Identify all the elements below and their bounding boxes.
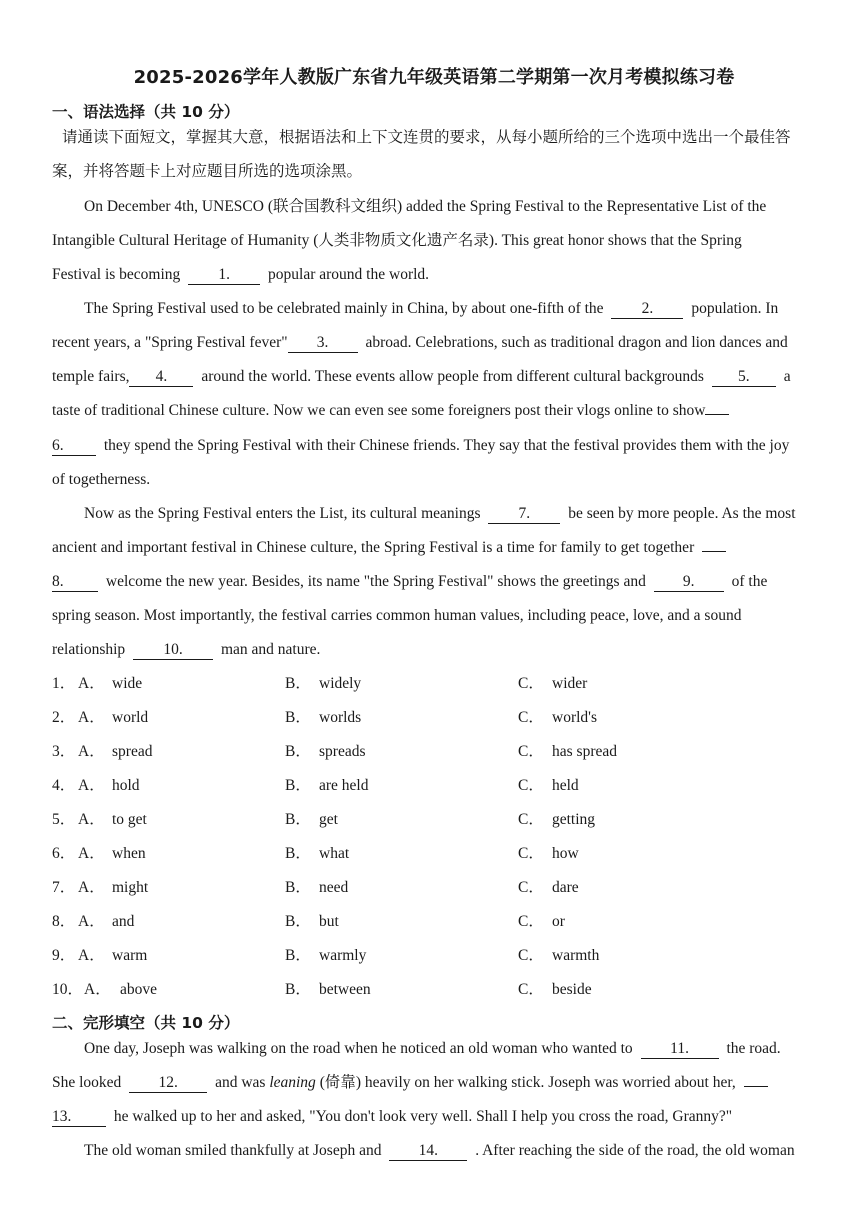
option-c-text[interactable]: has spread xyxy=(552,743,617,760)
question-number: 9． xyxy=(52,947,76,964)
option-b-text[interactable]: warmly xyxy=(319,947,367,964)
option-a-letter[interactable]: A． xyxy=(78,845,105,862)
option-b-letter[interactable]: B． xyxy=(285,675,311,692)
blank-8[interactable]: 8. xyxy=(52,573,98,592)
paragraph-line xyxy=(52,436,789,456)
text: temple fairs, xyxy=(52,368,130,385)
option-a-text[interactable]: hold xyxy=(112,777,140,794)
blank-7[interactable]: 7. xyxy=(488,505,560,524)
paragraph-line xyxy=(52,1107,732,1127)
instructions-line-2: 案，并将答题卡上对应题目所选的选项涂黑。 xyxy=(52,163,363,180)
option-a-letter[interactable]: A． xyxy=(78,675,105,692)
option-b-text[interactable]: worlds xyxy=(319,709,362,726)
blank-10[interactable]: 10. xyxy=(133,641,213,660)
paragraph-line xyxy=(52,367,791,387)
option-c-text[interactable]: world's xyxy=(552,709,597,726)
question-number: 2． xyxy=(52,709,76,726)
option-a-letter[interactable]: A． xyxy=(78,777,105,794)
question-number: 8． xyxy=(52,913,76,930)
text: taste of traditional Chinese culture. Now we can even see some foreigners post their vlogs online to show xyxy=(52,402,706,419)
text: She looked xyxy=(52,1074,122,1091)
blank-4[interactable]: 4. xyxy=(129,368,193,387)
text: The Spring Festival used to be celebrated mainly in China, by about one-fifth of the xyxy=(84,300,604,317)
blank-2[interactable]: 2. xyxy=(611,300,683,319)
text: they spend the Spring Festival with their Chinese friends. They say that the festival provides them with the joy xyxy=(103,437,790,454)
option-c-text[interactable]: how xyxy=(552,845,579,862)
text: of the xyxy=(731,573,768,590)
paragraph-line xyxy=(52,1073,772,1093)
page-title: 2025-2026学年人教版广东省九年级英语第二学期第一次月考模拟练习卷 xyxy=(133,67,735,88)
option-b-letter[interactable]: B． xyxy=(285,913,311,930)
blank-14[interactable]: 14. xyxy=(389,1142,467,1161)
blank-13-start xyxy=(744,1086,768,1087)
option-b-letter[interactable]: B． xyxy=(285,777,311,794)
option-c-letter[interactable]: C． xyxy=(518,709,544,726)
option-b-letter[interactable]: B． xyxy=(285,709,311,726)
paragraph-line: On December 4th, UNESCO (联合国教科文组织) added the Spring Festival to the Representative List of the xyxy=(84,198,767,215)
option-b-letter[interactable]: B． xyxy=(285,947,311,964)
option-c-letter[interactable]: C． xyxy=(518,947,544,964)
question-number: 3． xyxy=(52,743,76,760)
paragraph-line xyxy=(52,640,320,660)
option-c-letter[interactable]: C． xyxy=(518,913,544,930)
text: and was xyxy=(215,1074,266,1091)
option-b-text[interactable]: get xyxy=(319,811,338,828)
paragraph-line xyxy=(84,1141,795,1161)
blank-8-start xyxy=(702,551,726,552)
option-c-text[interactable]: beside xyxy=(552,981,592,998)
text: relationship xyxy=(52,641,126,658)
paragraph-line xyxy=(84,299,778,319)
option-b-text[interactable]: need xyxy=(319,879,349,896)
paragraph-line: spring season. Most importantly, the festival carries common human values, including peace, love, and a sound xyxy=(52,607,742,624)
text: (倚靠) heavily on her walking stick. Joseph was worried about her, xyxy=(319,1074,736,1091)
option-c-text[interactable]: dare xyxy=(552,879,579,896)
option-b-text[interactable]: but xyxy=(319,913,339,930)
option-b-text[interactable]: between xyxy=(319,981,371,998)
option-b-letter[interactable]: B． xyxy=(285,981,311,998)
option-a-letter[interactable]: A． xyxy=(78,709,105,726)
option-a-text[interactable]: warm xyxy=(112,947,148,964)
paragraph-line xyxy=(52,333,788,353)
option-b-text[interactable]: are held xyxy=(319,777,369,794)
text: popular around the world. xyxy=(268,266,430,283)
question-number: 5． xyxy=(52,811,76,828)
option-c-letter[interactable]: C． xyxy=(518,845,544,862)
paragraph-line xyxy=(84,1039,781,1059)
italic-word: leaning xyxy=(269,1074,316,1091)
option-a-text[interactable]: world xyxy=(112,709,149,726)
text: population. In xyxy=(691,300,779,317)
option-c-letter[interactable]: C． xyxy=(518,777,544,794)
text: welcome the new year. Besides, its name "the Spring Festival" shows the greetings and xyxy=(105,573,646,590)
paragraph-line xyxy=(52,265,429,285)
text: Now as the Spring Festival enters the List, its cultural meanings xyxy=(84,505,481,522)
option-b-text[interactable]: what xyxy=(319,845,350,862)
option-c-letter[interactable]: C． xyxy=(518,743,544,760)
option-b-text[interactable]: spreads xyxy=(319,743,366,760)
paragraph-line: of togetherness. xyxy=(52,471,151,488)
text: a xyxy=(783,368,791,385)
text: he walked up to her and asked, "You don't look very well. Shall I help you cross the road, Granny?" xyxy=(113,1108,733,1125)
text: ancient and important festival in Chinese culture, the Spring Festival is a time for family to get together xyxy=(52,539,695,556)
blank-13[interactable]: 13. xyxy=(52,1108,106,1127)
option-c-letter[interactable]: C． xyxy=(518,879,544,896)
option-a-text[interactable]: wide xyxy=(112,675,143,692)
option-c-letter[interactable]: C． xyxy=(518,811,544,828)
blank-5[interactable]: 5. xyxy=(712,368,776,387)
paragraph-line xyxy=(52,401,733,421)
option-b-letter[interactable]: B． xyxy=(285,879,311,896)
question-number: 6． xyxy=(52,845,76,862)
option-a-text[interactable]: and xyxy=(112,913,135,930)
option-a-text[interactable]: above xyxy=(120,981,158,998)
question-number: 10． xyxy=(52,981,84,998)
option-a-text[interactable]: when xyxy=(112,845,146,862)
blank-12[interactable]: 12. xyxy=(129,1074,207,1093)
option-a-text[interactable]: spread xyxy=(112,743,153,760)
option-b-letter[interactable]: B． xyxy=(285,743,311,760)
blank-6[interactable]: 6. xyxy=(52,437,96,456)
paragraph-line: Intangible Cultural Heritage of Humanity (人类非物质文化遗产名录). This great honor shows that the Spring xyxy=(52,232,742,249)
text: abroad. Celebrations, such as traditional dragon and lion dances and xyxy=(365,334,788,351)
blank-3[interactable]: 3. xyxy=(288,334,358,353)
option-a-letter[interactable]: A． xyxy=(78,879,105,896)
option-b-letter[interactable]: B． xyxy=(285,845,311,862)
question-number: 1． xyxy=(52,675,76,692)
section-2-heading: 二、完形填空（共 10 分） xyxy=(52,1014,240,1032)
instructions-line-1: 请通读下面短文，掌握其大意，根据语法和上下文连贯的要求，从每小题所给的三个选项中选出一个最佳答 xyxy=(62,129,791,146)
option-c-text[interactable]: or xyxy=(552,913,565,930)
text: man and nature. xyxy=(220,641,321,658)
text: recent years, a "Spring Festival fever" xyxy=(52,334,288,351)
option-c-text[interactable]: getting xyxy=(552,811,596,828)
option-a-letter[interactable]: A． xyxy=(78,947,105,964)
text: The old woman smiled thankfully at Joseph and xyxy=(84,1142,382,1159)
blank-9[interactable]: 9. xyxy=(654,573,724,592)
option-a-letter[interactable]: A． xyxy=(84,981,111,998)
paragraph-line xyxy=(52,572,767,592)
text: around the world. These events allow people from different cultural backgrounds xyxy=(201,368,704,385)
paragraph-line xyxy=(84,504,796,524)
option-c-letter[interactable]: C． xyxy=(518,981,544,998)
question-number: 7． xyxy=(52,879,76,896)
option-b-letter[interactable]: B． xyxy=(285,811,311,828)
option-a-text[interactable]: might xyxy=(112,879,149,896)
option-a-letter[interactable]: A． xyxy=(78,743,105,760)
option-a-letter[interactable]: A． xyxy=(78,913,105,930)
option-c-text[interactable]: wider xyxy=(552,675,588,692)
option-c-letter[interactable]: C． xyxy=(518,675,544,692)
text: One day, Joseph was walking on the road when he noticed an old woman who wanted to xyxy=(84,1040,633,1057)
blank-1[interactable]: 1. xyxy=(188,266,260,285)
text: the road. xyxy=(726,1040,781,1057)
section-1-heading: 一、语法选择（共 10 分） xyxy=(52,103,240,121)
text: Festival is becoming xyxy=(52,266,181,283)
question-number: 4． xyxy=(52,777,76,794)
option-a-text[interactable]: to get xyxy=(112,811,147,828)
option-a-letter[interactable]: A． xyxy=(78,811,105,828)
blank-6-start xyxy=(705,414,729,415)
option-b-text[interactable]: widely xyxy=(319,675,362,692)
text: be seen by more people. As the most xyxy=(568,505,796,522)
option-c-text[interactable]: warmth xyxy=(552,947,600,964)
text: . After reaching the side of the road, the old woman xyxy=(475,1142,795,1159)
paragraph-line xyxy=(52,538,730,558)
option-c-text[interactable]: held xyxy=(552,777,579,794)
blank-11[interactable]: 11. xyxy=(641,1040,719,1059)
